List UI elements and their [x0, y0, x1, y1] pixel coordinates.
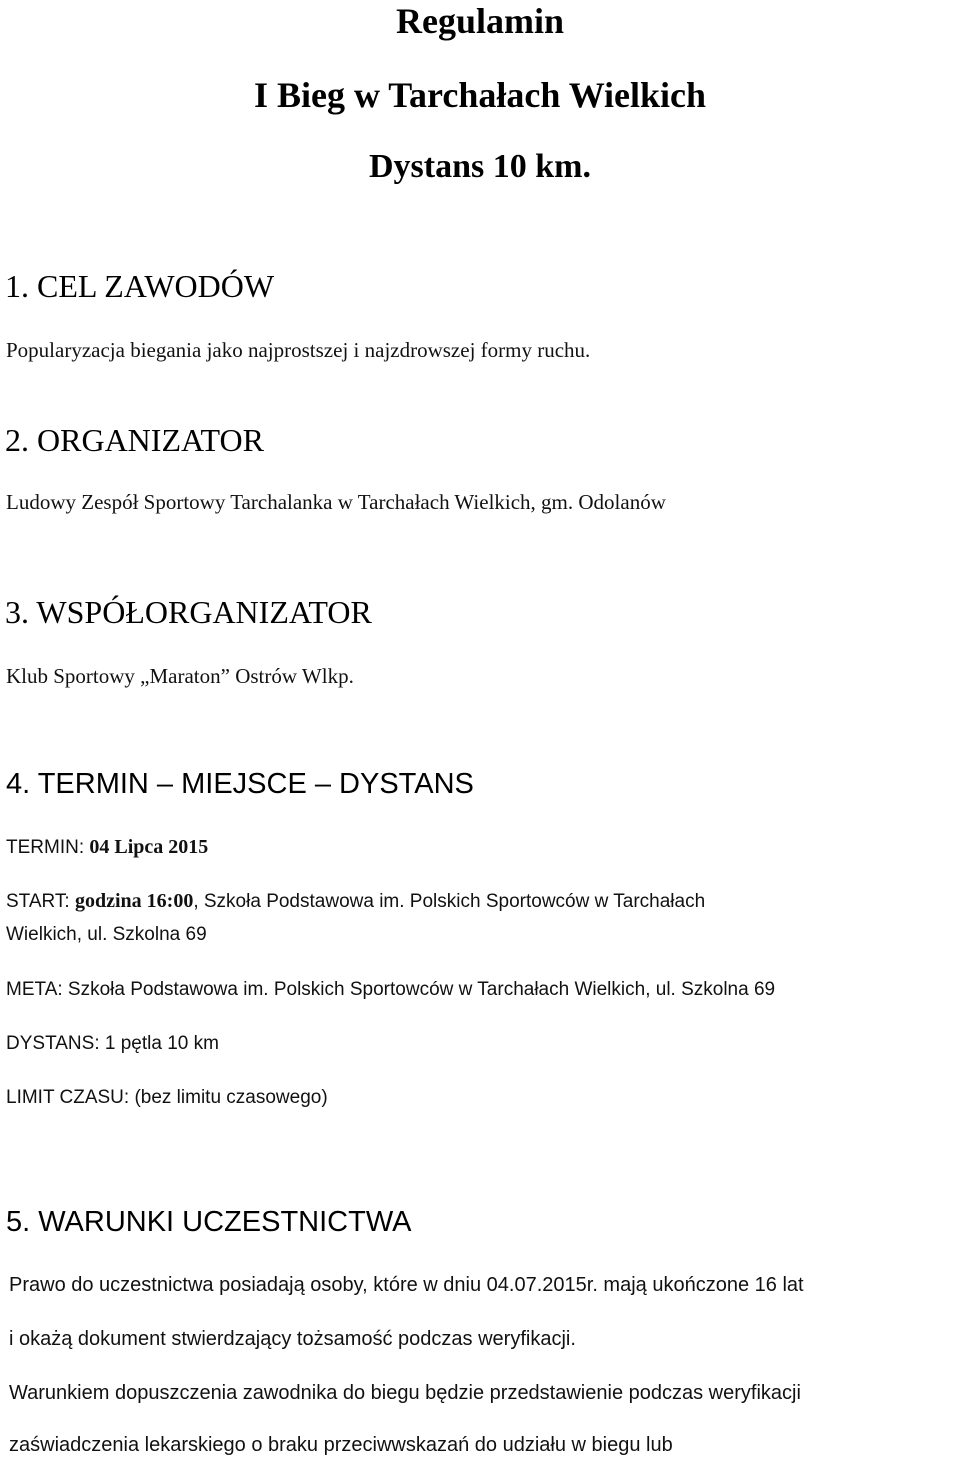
- start-label: START:: [6, 891, 75, 912]
- section-heading-cel: 1. CEL ZAWODÓW: [5, 268, 275, 304]
- section-heading-termin: 4. TERMIN – MIEJSCE – DYSTANS: [6, 768, 474, 800]
- termin-line: [6, 836, 208, 859]
- warunki-line-2: i okażą dokument stwierdzający tożsamość podczas weryfikacji.: [9, 1328, 576, 1350]
- section-text-cel: Popularyzacja biegania jako najprostszej i najzdrowszej formy ruchu.: [6, 338, 591, 362]
- document-title: Regulamin: [395, 1, 564, 41]
- termin-label: TERMIN:: [6, 837, 90, 858]
- section-heading-organizator: 2. ORGANIZATOR: [5, 422, 264, 458]
- section-heading-wspolorganizator: 3. WSPÓŁORGANIZATOR: [5, 594, 372, 630]
- start-line-1: [6, 890, 705, 913]
- limit-line: LIMIT CZASU: (bez limitu czasowego): [6, 1087, 328, 1108]
- section-heading-warunki: 5. WARUNKI UCZESTNICTWA: [6, 1206, 412, 1238]
- event-name: I Bieg w Tarchałach Wielkich: [253, 75, 707, 115]
- start-place: , Szkoła Podstawowa im. Polskich Sportowców w Tarchałach: [193, 891, 706, 912]
- meta-line: META: Szkoła Podstawowa im. Polskich Sportowców w Tarchałach Wielkich, ul. Szkolna 69: [6, 979, 776, 1000]
- warunki-line-4: zaświadczenia lekarskiego o braku przeciwwskazań do udziału w biegu lub: [9, 1434, 673, 1456]
- start-time: godzina 16:00: [74, 890, 194, 912]
- section-text-wspolorganizator: Klub Sportowy „Maraton” Ostrów Wlkp.: [6, 664, 354, 688]
- dystans-line: DYSTANS: 1 pętla 10 km: [6, 1033, 219, 1054]
- termin-date: 04 Lipca 2015: [89, 836, 209, 858]
- warunki-line-3: Warunkiem dopuszczenia zawodnika do biegu będzie przedstawienie podczas weryfikacji: [9, 1382, 801, 1404]
- warunki-line-1: Prawo do uczestnictwa posiadają osoby, które w dniu 04.07.2015r. mają ukończone 16 lat: [9, 1274, 804, 1296]
- section-text-organizator: Ludowy Zespół Sportowy Tarchalanka w Tarchałach Wielkich, gm. Odolanów: [6, 490, 666, 514]
- event-distance: Dystans 10 km.: [369, 148, 591, 185]
- start-line-2: Wielkich, ul. Szkolna 69: [6, 924, 207, 945]
